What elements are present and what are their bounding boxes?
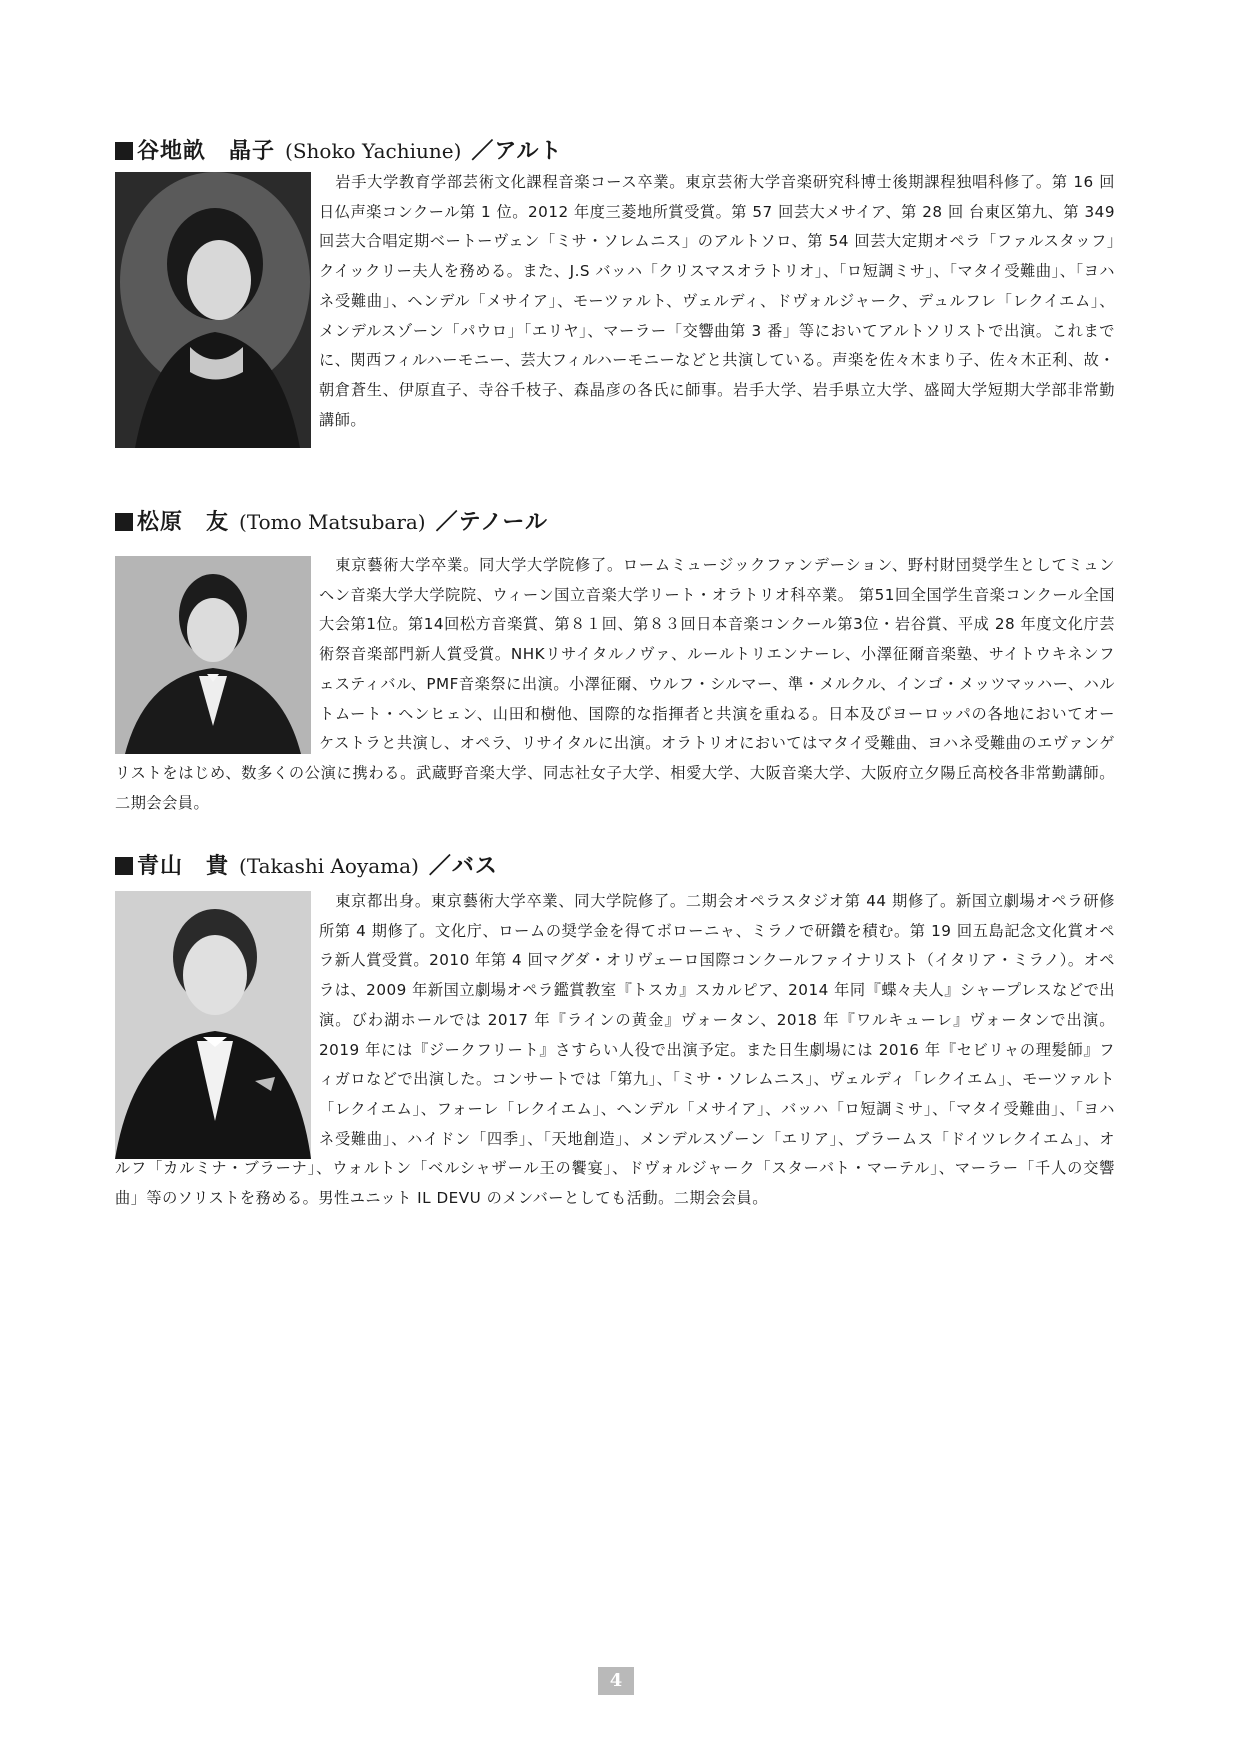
singer-roman-name: (Tomo Matsubara) [239,510,426,534]
singer-voice-part: ／アルト [471,138,563,164]
singer-name: 松原 友 [137,509,230,535]
bullet-square-icon [115,857,133,875]
bullet-square-icon [115,142,133,160]
singer-biography [115,887,1115,1214]
singer-name: 谷地畝 晶子 [137,138,276,164]
bullet-square-icon [115,513,133,531]
bio-text: 東京藝術大学卒業。同大学大学院修了。ロームミュージックファンデーション、野村財団奨学生としてミュンヘン音楽大学大学院院、ウィーン国立音楽大学リート・オラトリオ科卒業。 第51回全国学生音楽コンクール全国大会第1位。第14回松方音楽賞、第８１回、第８３回日本音楽コンクール第3位・岩谷賞、平成 28 年度文化庁芸術祭音楽部門新人賞受賞。NHKリサイタルノヴァ、ルールトリエンナーレ、小澤征爾音楽塾、サイトウキネンフェスティバル、PMF音楽祭に出演。小澤征爾、ウルフ・シルマー、準・メルクル、インゴ・メッツマッハー、ハルトムート・ヘンヒェン、山田和樹他、国際的な指揮者と共演を重ねる。日本及びヨーロッパの各地においてオーケストラと共演し、オペラ、リサイタルに出演。オラトリオにおいてはマタイ受難曲、ヨハネ受難曲のエヴァンゲリストをはじめ、数多くの公演に携わる。武蔵野音楽大学、同志社女子大学、相愛大学、大阪音楽大学、大阪府立夕陽丘高校各非常勤講師。二期会会員。 [115,556,1115,812]
singer-roman-name: (Shoko Yachiune) [285,139,462,163]
profile-heading [115,505,548,539]
singer-roman-name: (Takashi Aoyama) [239,854,419,878]
singer-biography [115,168,1115,443]
singer-voice-part: ／バス [428,853,498,879]
singer-name: 青山 貴 [137,853,230,879]
profile-heading [115,849,498,883]
bio-text: 岩手大学教育学部芸術文化課程音楽コース卒業。東京芸術大学音楽研究科博士後期課程独唱科修了。第 16 回日仏声楽コンクール第 1 位。2012 年度三菱地所賞受賞。第 57 回芸大メサイア、第 28 回 台東区第九、第 349 回芸大合唱定期ベートーヴェン「ミサ・ソレムニス」のアルトソロ、第 54 回芸大定期オペラ「ファルスタッフ」クイックリー夫人を務める。また、J.S バッハ「クリスマスオラトリオ」、「ロ短調ミサ」、「マタイ受難曲」、「ヨハネ受難曲」、ヘンデル「メサイア」、モーツァルト、ヴェルディ、ドヴォルジャーク、デュルフレ「レクイエム」、メンデルスゾーン「パウロ」「エリヤ」、マーラー「交響曲第 3 番」等においてアルトソリストで出演。これまでに、関西フィルハーモニー、芸大フィルハーモニーなどと共演している。声楽を佐々木まり子、佐々木正利、故・朝倉蒼生、伊原直子、寺谷千枝子、森晶彦の各氏に師事。岩手大学、岩手県立大学、盛岡大学短期大学部非常勤講師。 [319,173,1115,429]
singer-biography [115,551,1115,818]
page-number: 4 [598,1667,634,1695]
bio-text: 東京都出身。東京藝術大学卒業、同大学院修了。二期会オペラスタジオ第 44 期修了。新国立劇場オペラ研修所第 4 期修了。文化庁、ロームの奨学金を得てボローニャ、ミラノで研鑽を積む。第 19 回五島記念文化賞オペラ新人賞受賞。2010 年第 4 回マグダ・オリヴェーロ国際コンクールファイナリスト（イタリア・ミラノ）。オペラは、2009 年新国立劇場オペラ鑑賞教室『トスカ』スカルピア、2014 年同『蝶々夫人』シャープレスなどで出演。びわ湖ホールでは 2017 年『ラインの黄金』ヴォータン、2018 年『ワルキューレ』ヴォータンで出演。2019 年には『ジークフリート』さすらい人役で出演予定。また日生劇場には 2016 年『セビリャの理髪師』フィガロなどで出演した。コンサートでは「第九」、「ミサ・ソレムニス」、ヴェルディ「レクイエム」、モーツァルト「レクイエム」、フォーレ「レクイエム」、ヘンデル「メサイア」、バッハ「ロ短調ミサ」、「マタイ受難曲」、「ヨハネ受難曲」、ハイドン「四季」、「天地創造」、メンデルスゾーン「エリア」、ブラームス「ドイツレクイエム」、オルフ「カルミナ・ブラーナ」、ウォルトン「ベルシャザール王の饗宴」、ドヴォルジャーク「スターバト・マーテル」、マーラー「千人の交響曲」等のソリストを務める。男性ユニット IL DEVU のメンバーとしても活動。二期会会員。 [115,892,1115,1208]
singer-voice-part: ／テノール [435,509,548,535]
profile-heading [115,134,563,168]
